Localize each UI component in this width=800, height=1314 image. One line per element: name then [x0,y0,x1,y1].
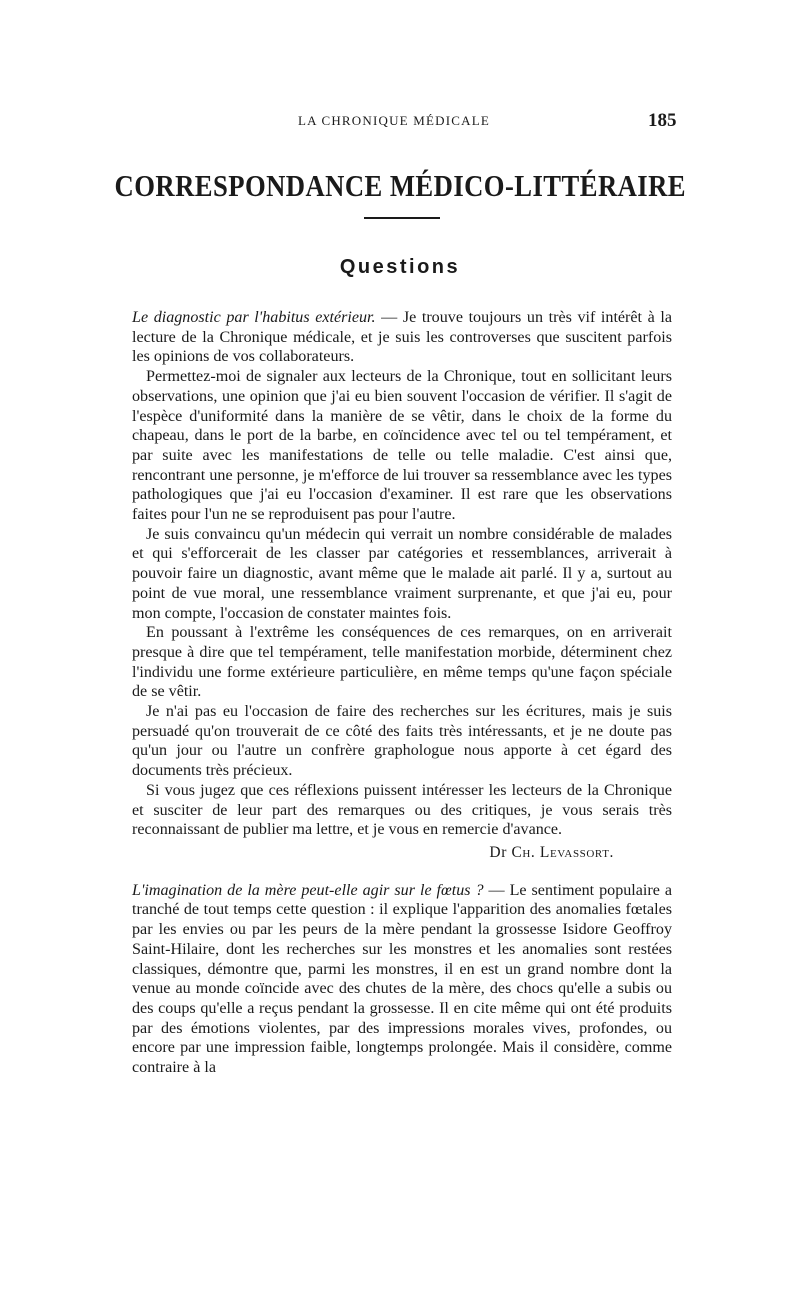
letter-1-paragraph-1 [132,308,672,367]
main-title: CORRESPONDANCE MÉDICO-LITTÉRAIRE [114,168,687,203]
letter-1-paragraph-2: Permettez-moi de signaler aux lecteurs de la Chronique, tout en sollicitant leurs observations, une opinion que j'ai eu bien souvent l'occasion de vérifier. Il s'agit de l'espèce d'uniformité dans la manière de se vêtir, dans le choix de la forme du chapeau, dans le port de la barbe, en coïncidence avec tel ou tel tempérament, et par suite avec les manifestations de telle ou telle maladie. C'est ainsi que, rencontrant une personne, je m'efforce de lui trouver sa ressemblance avec les types pathologiques que j'ai eu l'occasion d'examiner. Il est rare que les observations faites pour l'un ne se reproduisent pas pour l'autre. [132,368,672,524]
letter-2-text: — Le sentiment populaire a tranché de tout temps cette question : il explique l'apparition des anomalies fœtales par les envies ou par les peurs de la mère pendant la grossesse Isidore Geoffroy Saint-Hilaire, dont les recherches sur les monstres et les anomalies sont restées classiques, démontre que, parmi les monstres, il en est un grand nombre dont la venue au monde coïncide avec des chutes de la mère, des chocs qu'elle a subis ou des coups qu'elle a reçus pendant la grossesse. Il en cite même qui ont été produits par des émotions violentes, par des impressions morales vives, profondes, ou encore par une impression faible, longtemps prolongée. Mais il considère, comme contraire à la [132,881,672,1077]
letter-1-paragraph-5: Je n'ai pas eu l'occasion de faire des recherches sur les écritures, mais je suis persuadé qu'on trouverait de ce côté des faits très intéressants, et je ne doute pas qu'un jour ou l'autre un confrère graphologue nous apporte à cet égard des documents très précieux. [132,703,672,780]
article-body [132,308,672,1078]
letter-1-paragraph-6: Si vous jugez que ces réflexions puissent intéresser les lecteurs de la Chronique et susciter de leur part des remarques ou des critiques, je vous serais très reconnaissant de publier ma lettre, et je vous en remercie d'avance. [132,781,672,839]
signature [132,843,672,863]
page-number: 185 [648,110,677,131]
letter-1-paragraph-4: En poussant à l'extrême les conséquences de ces remarques, on en arriverait presque à dire que tel tempérament, telle manifestation morbide, déterminent chez l'individu une forme extérieure particulière, en même temps qu'une façon spéciale de se vêtir. [132,624,672,701]
letter-2-paragraph [132,881,672,1078]
title-rule [364,217,440,219]
letter-1-heading: Le diagnostic par l'habitus extérieur. [132,309,376,326]
letter-1-text-1: — Je trouve toujours un très vif intérêt à la lecture de la Chronique médicale, et je suis les controverses que suscitent parfois les opinions de vos collaborateurs. [132,309,672,366]
letter-1-paragraph-3: Je suis convaincu qu'un médecin qui verrait un nombre considérable de malades et qui s'efforcerait de les classer par catégories et ressemblances, arriverait à pouvoir faire un diagnostic, avant même que le malade ait parlé. Il y a, surtout au point de vue moral, une ressemblance vraiment surprenante, et que j'ai eu, pour mon compte, l'occasion de constater maintes fois. [132,525,672,622]
section-title: Questions [339,256,461,278]
signature-prefix: Dr [489,843,512,861]
letter-2-heading: L'imagination de la mère peut-elle agir sur le fœtus ? [132,881,484,899]
running-head [0,110,800,134]
running-title: LA CHRONIQUE MÉDICALE [298,113,491,128]
signature-name: Ch. Levassort. [511,843,614,861]
